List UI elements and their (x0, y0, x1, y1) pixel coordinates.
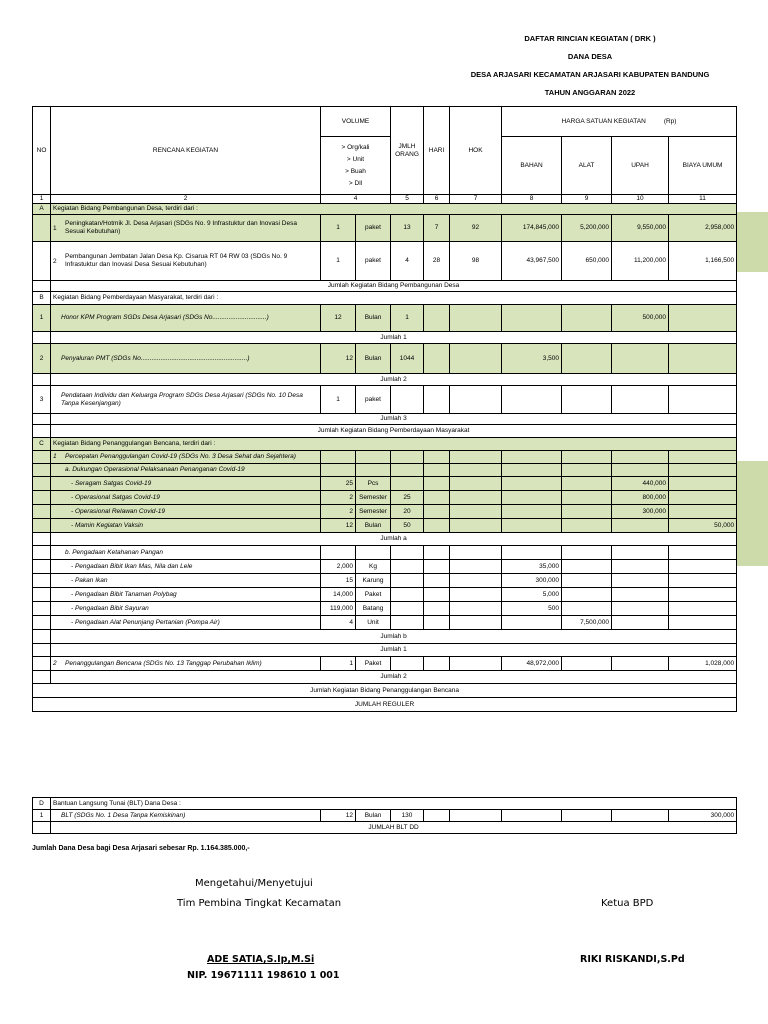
table-row: - Operasional Relawan Covid-19 2 Semester 20 300,000 (33, 505, 737, 519)
col-upah: UPAH (612, 137, 669, 195)
table-row: - Pengadaan Bibit Ikan Mas, Nila dan Lele 2,000 Kg 35,000 (33, 560, 737, 574)
table-row: - Pengadaan Bibit Tanaman Polybag 14,000 Paket 5,000 (33, 588, 737, 602)
table-row: 2 Pembangunan Jembatan Jalan Desa Kp. Cisarua RT 04 RW 03 (SDGs No. 9 Infrastuktur dan Inovasi Desa Sesuai Kebutuhan) 1 paket 4 28 98 43,967,500 650,000 11,200,000 1,166,500 (33, 242, 737, 281)
col-rencana: RENCANA KEGIATAN (51, 107, 321, 195)
col-volume: VOLUME (321, 107, 391, 137)
col-jmlh-orang: JMLH ORANG (391, 107, 424, 195)
table-row: - Pengadaan Alat Penunjang Pertanian (Pompa Air) 4 Unit 7,500,000 (33, 616, 737, 630)
table-row: 3 Pendataan Individu dan Keluarga Program SDGs Desa Arjasari (SDGs No. 10 Desa Tanpa Kesenjangan) 1 paket (33, 386, 737, 414)
mengetahui-label: Mengetahui/Menyetujui (195, 878, 313, 889)
drk-table (32, 106, 737, 712)
signatory-name-2: RIKI RISKANDI,S.Pd (580, 954, 685, 965)
column-number-row: 1 2 4 5 6 7 8 9 10 11 (33, 195, 737, 204)
section-d-title: D Bantuan Langsung Tunai (BLT) Dana Desa : (33, 798, 737, 810)
document-header (400, 30, 768, 102)
signatory-name-1: ADE SATIA,S.Ip,M.Si (207, 954, 315, 965)
section-a-title: A Kegiatan Bidang Pembangunan Desa, terdiri dari : (33, 204, 737, 215)
sub-activity-row: b. Pengadaan Ketahanan Pangan (33, 546, 737, 560)
table-row: - Seragam Satgas Covid-19 25 Pcs 440,000 (33, 477, 737, 491)
subtotal-row: Jumlah 1 (33, 644, 737, 657)
subtotal-row: Jumlah 2 (33, 374, 737, 386)
subtotal-row: Jumlah b (33, 630, 737, 644)
table-row: 1 BLT (SDGs No. 1 Desa Tanpa Kemiskinan) 12 Bulan 130 300,000 (33, 810, 737, 822)
section-d-total: JUMLAH BLT DD (33, 822, 737, 834)
subtotal-row: Jumlah 3 (33, 414, 737, 425)
subtotal-row: Jumlah 1 (33, 332, 737, 344)
table-row: - Pengadaan Bibit Sayuran 119,000 Batang 500 (33, 602, 737, 616)
section-a-total: Jumlah Kegiatan Bidang Pembangunan Desa (33, 281, 737, 292)
col-harga-satuan: HARGA SATUAN KEGIATAN (Rp) (502, 107, 737, 137)
col-bahan: BAHAN (502, 137, 562, 195)
sub-activity-row: 1 Percepatan Penanggulangan Covid-19 (SDGs No. 3 Desa Sehat dan Sejahtera) (33, 451, 737, 464)
signatory-nip: NIP. 19671111 198610 1 001 (187, 970, 340, 981)
table-row: - Pakan Ikan 15 Karung 300,000 (33, 574, 737, 588)
ketua-bpd-label: Ketua BPD (601, 898, 654, 909)
jumlah-reguler-row: JUMLAH REGULER (33, 698, 737, 712)
header-title: DAFTAR RINCIAN KEGIATAN ( DRK ) (524, 34, 656, 43)
section-b-title: B Kegiatan Bidang Pemberdayaan Masyarakat, terdiri dari : (33, 292, 737, 305)
col-hok: HOK (450, 107, 502, 195)
col-alat: ALAT (562, 137, 612, 195)
header-subtitle: DANA DESA (567, 52, 613, 61)
subtotal-row: Jumlah 2 (33, 671, 737, 684)
sub-activity-row: a. Dukungan Operasional Pelaksanaan Penanganan Covid-19 (33, 464, 737, 477)
section-b-total: Jumlah Kegiatan Bidang Pemberdayaan Masyarakat (33, 425, 737, 438)
col-volume-units: > Org/kali > Unit > Buah > Dll (321, 137, 391, 195)
table-row: - Mamin Kegiatan Vaksin 12 Bulan 50 50,000 (33, 519, 737, 533)
col-no: NO (33, 107, 51, 195)
section-c-title: C Kegiatan Bidang Penanggulangan Bencana, terdiri dari : (33, 438, 737, 451)
col-biaya-umum: BIAYA UMUM (669, 137, 737, 195)
side-highlight-c (737, 461, 768, 566)
header-location: DESA ARJASARI KECAMATAN ARJASARI KABUPATEN BANDUNG (470, 70, 710, 79)
table-row: 2 Penyaluran PMT (SDGs No...........................................................) 12 Bulan 1044 3,500 (33, 344, 737, 374)
total-note: Jumlah Dana Desa bagi Desa Arjasari sebesar Rp. 1.164.385.000,- (32, 845, 250, 852)
table-row: 2 Penanggulangan Bencana (SDGs No. 13 Tanggap Perubahan Iklim) 1 Paket 48,972,000 1,028,000 (33, 657, 737, 671)
blt-table (32, 797, 737, 834)
subtotal-row: Jumlah a (33, 533, 737, 546)
col-hari: HARI (424, 107, 450, 195)
table-row: 1 Peningkatan/Hotmik Jl. Desa Arjasari (SDGs No. 9 Infrastuktur dan Inovasi Desa Sesuai Kebutuhan) 1 paket 13 7 92 174,845,000 5,200,000 9,550,000 2,958,000 (33, 215, 737, 242)
table-row: - Operasional Satgas Covid-19 2 Semester 25 800,000 (33, 491, 737, 505)
table-row: 1 Honor KPM Program SGDs Desa Arjasari (SDGs No..............................) 12 Bulan 1 500,000 (33, 305, 737, 332)
tim-pembina-label: Tim Pembina Tingkat Kecamatan (177, 898, 342, 909)
side-highlight-a (737, 212, 768, 272)
header-year: TAHUN ANGGARAN 2022 (544, 88, 636, 97)
section-c-total: Jumlah Kegiatan Bidang Penanggulangan Bencana (33, 684, 737, 698)
